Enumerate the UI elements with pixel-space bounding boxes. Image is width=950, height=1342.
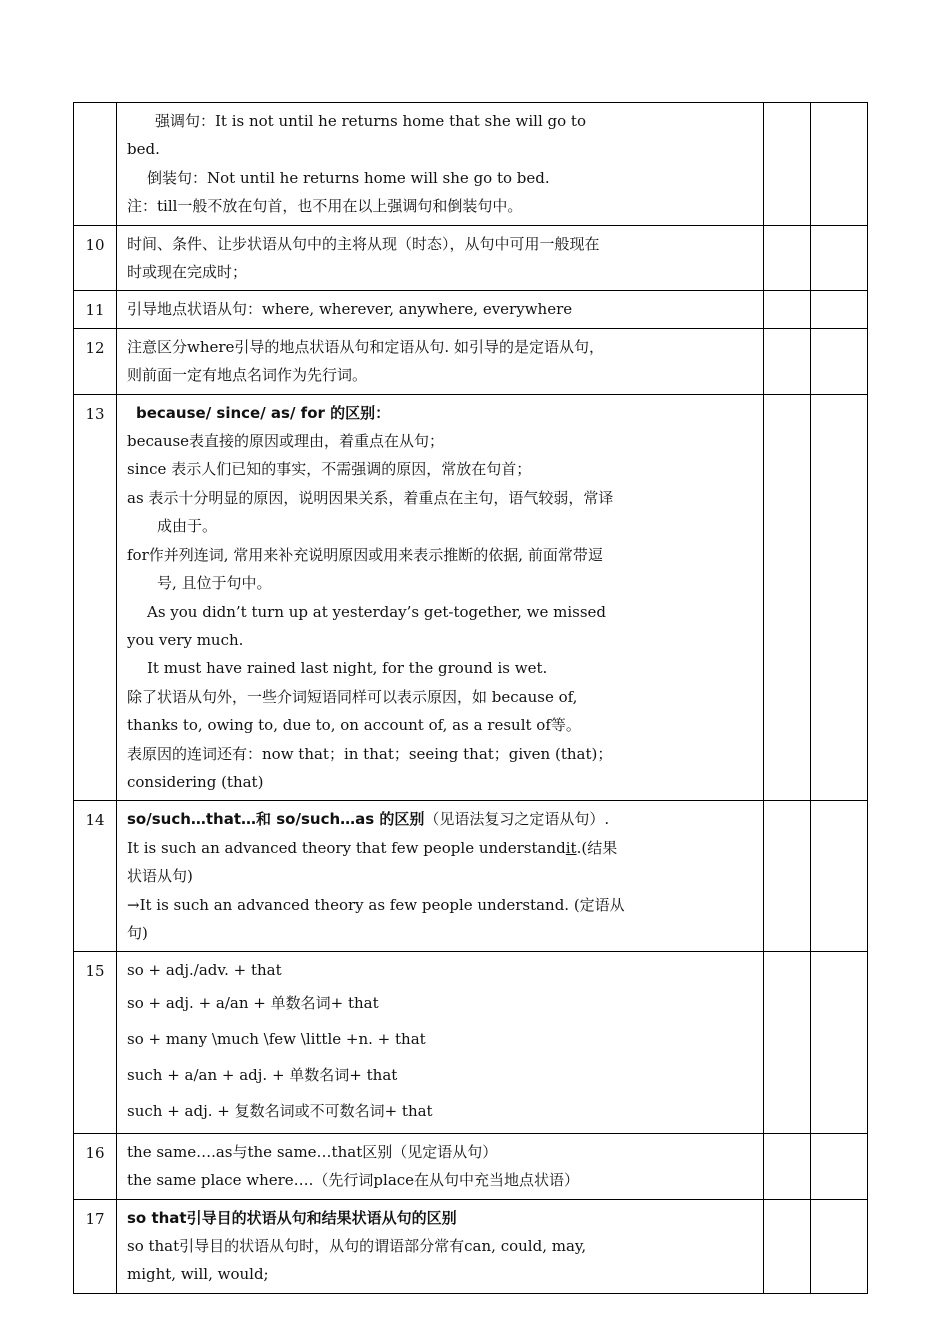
row-content: 强调句：It is not until he returns home that she will go to bed. 倒装句：Not until he returns home will she go to bed. 注：till一般不放在句首，也不用在以上强调句和倒装句中。: [117, 103, 764, 226]
blank-cell: [764, 1133, 811, 1199]
table-row: [74, 394, 868, 801]
table-row: [74, 291, 868, 328]
blank-cell: [811, 1133, 868, 1199]
table-row: [74, 1133, 868, 1199]
blank-cell: [811, 394, 868, 801]
table-row: [74, 103, 868, 226]
blank-cell: [811, 1199, 868, 1293]
row-number: 11: [74, 291, 117, 328]
table-row: [74, 1199, 868, 1293]
table-row: [74, 225, 868, 291]
blank-cell: [811, 801, 868, 952]
row-number: [74, 103, 117, 226]
blank-cell: [811, 952, 868, 1133]
row-number: 10: [74, 225, 117, 291]
row-content: the same….as与the same…that区别（见定语从句） the same place where….（先行词place在从句中充当地点状语）: [117, 1133, 764, 1199]
row-content: 时间、条件、让步状语从句中的主将从现（时态），从句中可用一般现在 时或现在完成时；: [117, 225, 764, 291]
table-row: [74, 328, 868, 394]
row-number: 13: [74, 394, 117, 801]
blank-cell: [764, 225, 811, 291]
row-number: 17: [74, 1199, 117, 1293]
row-number: 16: [74, 1133, 117, 1199]
blank-cell: [764, 1199, 811, 1293]
row-content: 注意区分where引导的地点状语从句和定语从句. 如引导的是定语从句， 则前面一定有地点名词作为先行词。: [117, 328, 764, 394]
blank-cell: [764, 103, 811, 226]
grammar-notes-table: [73, 102, 868, 1294]
blank-cell: [764, 291, 811, 328]
row-content: 引导地点状语从句：where, wherever, anywhere, everywhere: [117, 291, 764, 328]
table-row: [74, 952, 868, 1133]
row-content: because/ since/ as/ for 的区别： because表直接的原因或理由，着重点在从句； since 表示人们已知的事实，不需强调的原因，常放在句首； as 表示十分明显的原因，说明因果关系，着重点在主句，语气较弱，常译 成由于。 for作并列连词, 常用来补充说明原因或用来表示推断的依据, 前面常带逗 号, 且位于句中。 As you didn’t turn up at yesterday’s get-together, we missed you very much. It must have rained last night, for the ground is wet. 除了状语从句外，一些介词短语同样可以表示原因，如 because of, thanks to, owing to, due to, on account of, as a result of等。 表原因的连词还有：now that；in that；seeing that；given (that)； considering (that): [117, 394, 764, 801]
table-row: [74, 801, 868, 952]
blank-cell: [811, 291, 868, 328]
blank-cell: [764, 801, 811, 952]
row-content: so/such…that…和 so/such…as 的区别（见语法复习之定语从句）. It is such an advanced theory that few people understandit.(结果 状语从句) →It is such an advanced theory as few people understand. (定语从 句): [117, 801, 764, 952]
blank-cell: [811, 328, 868, 394]
blank-cell: [764, 394, 811, 801]
blank-cell: [811, 225, 868, 291]
blank-cell: [811, 103, 868, 226]
row-number: 15: [74, 952, 117, 1133]
row-content: so that引导目的状语从句和结果状语从句的区别 so that引导目的状语从句时，从句的谓语部分常有can, could, may, might, will, would;: [117, 1199, 764, 1293]
row-number: 12: [74, 328, 117, 394]
row-content: so + adj./adv. + that so + adj. + a/an + 单数名词+ that so + many \much \few \little +n. + that such + a/an + adj. + 单数名词+ that such + adj. + 复数名词或不可数名词+ that: [117, 952, 764, 1133]
blank-cell: [764, 952, 811, 1133]
row-number: 14: [74, 801, 117, 952]
blank-cell: [764, 328, 811, 394]
